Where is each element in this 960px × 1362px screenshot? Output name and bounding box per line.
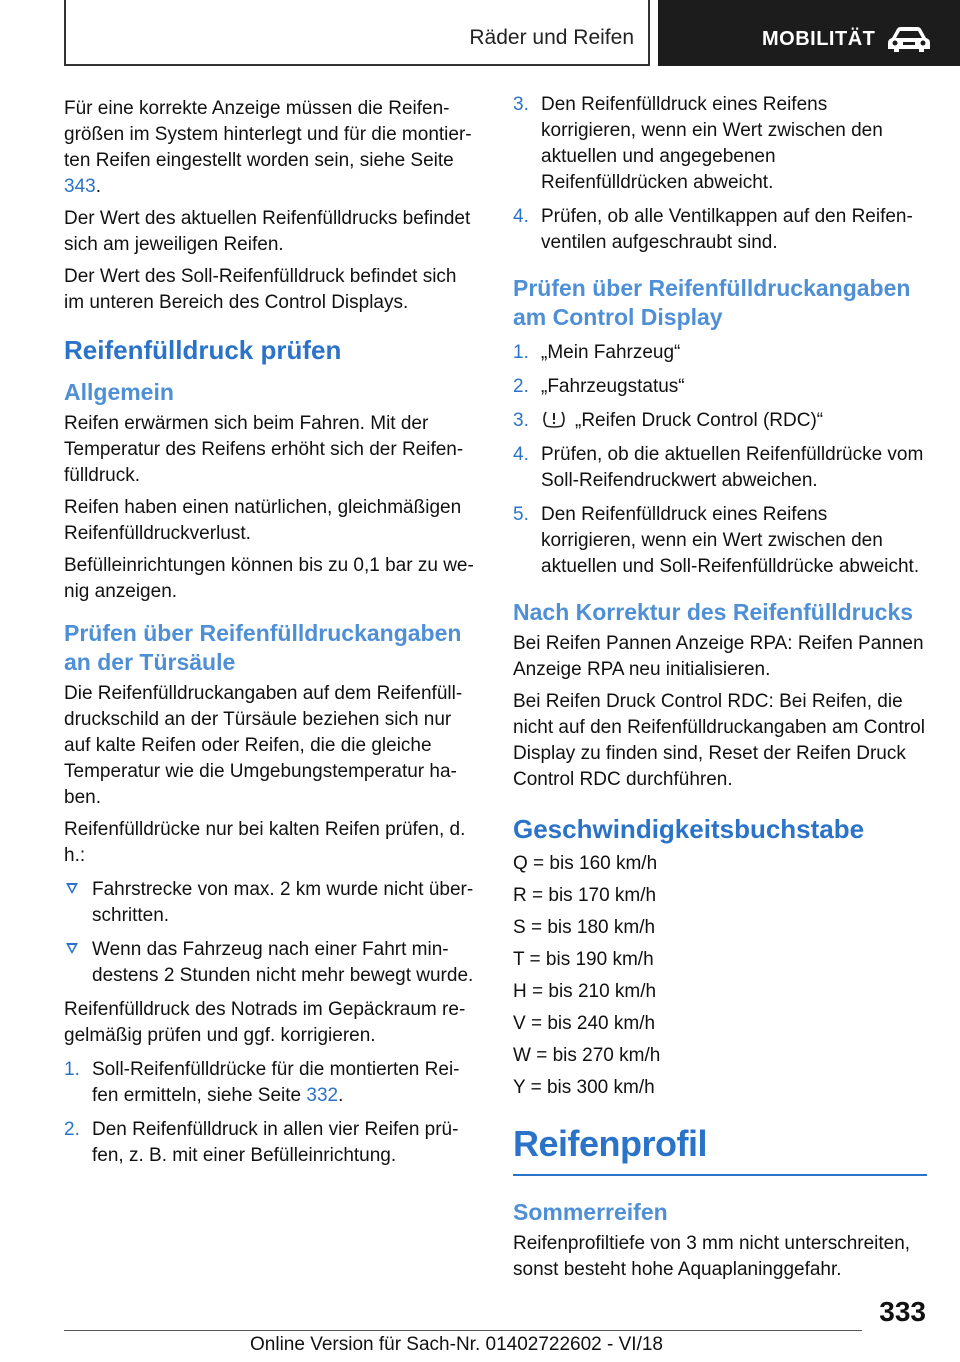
list-item: 2. Den Reifenfülldruck in allen vier Reifen prüfen, z. B. mit einer Befülleinrichtung. bbox=[64, 1119, 459, 1166]
list-item: 2. „Fahrzeugstatus“ bbox=[513, 374, 927, 400]
list-item: 5. Den Reifenfülldruck eines Reifens korrigieren, wenn ein Wert zwischen den aktuellen und Soll-Reifenfülldrücke abweicht. bbox=[513, 504, 920, 577]
step-number: 2. bbox=[64, 1119, 80, 1140]
tire-pressure-icon bbox=[541, 409, 567, 429]
paragraph: Reifen erwärmen sich beim Fahren. Mit der Temperatur des Reifens erhöht sich der Reifenfülldruck. bbox=[64, 413, 464, 486]
heading-speed-letter: Geschwindigkeitsbuchstabe bbox=[513, 814, 865, 844]
divider bbox=[513, 1174, 927, 1176]
chapter-title: MOBILITÄT bbox=[762, 28, 876, 50]
heading-check-pressure: Reifenfülldruck prüfen bbox=[64, 335, 342, 365]
heading-general: Allgemein bbox=[64, 379, 174, 405]
page-link-343[interactable]: 343 bbox=[64, 176, 96, 197]
step-number: 4. bbox=[513, 206, 529, 227]
list-item: 3. „Reifen Druck Control (RDC)“ bbox=[513, 408, 927, 434]
list-item: Fahrstrecke von max. 2 km wurde nicht überschritten. bbox=[64, 877, 478, 929]
list-item: Wenn das Fahrzeug nach einer Fahrt mindestens 2 Stunden nicht mehr bewegt wurde. bbox=[64, 937, 478, 989]
paragraph: Reifenfülldrücke nur bei kalten Reifen prüfen, d. h.: bbox=[64, 819, 466, 866]
right-column bbox=[513, 92, 927, 1289]
paragraph: Der Wert des aktuellen Reifenfülldrucks befindet sich am jeweiligen Reifen. bbox=[64, 208, 471, 255]
heading-door-pillar: Prüfen über Reifenfülldruckangaben an der Türsäule bbox=[64, 620, 462, 675]
paragraph: Reifen haben einen natürlichen, gleichmäßigen Reifenfülldruckverlust. bbox=[64, 497, 462, 544]
header-section-box bbox=[64, 0, 650, 66]
heading-summer-tires: Sommerreifen bbox=[513, 1199, 668, 1225]
paragraph: Befülleinrichtungen können bis zu 0,1 bar zu wenig anzeigen. bbox=[64, 555, 474, 602]
speed-item: R = bis 170 km/h bbox=[513, 885, 657, 906]
speed-item: H = bis 210 km/h bbox=[513, 981, 657, 1002]
step-number: 1. bbox=[64, 1059, 80, 1080]
list-item: 4. Prüfen, ob die aktuellen Reifenfülldrücke vom Soll-Reifendruckwert abweichen. bbox=[513, 444, 924, 491]
footer-divider bbox=[64, 1330, 862, 1331]
triangle-bullet-icon bbox=[66, 943, 78, 954]
step-number: 3. bbox=[513, 94, 529, 115]
list-item: 1. „Mein Fahrzeug“ bbox=[513, 340, 927, 366]
heading-tread-profile: Reifenprofil bbox=[513, 1123, 708, 1164]
step-number: 3. bbox=[513, 410, 529, 431]
heading-after-correction: Nach Korrektur des Reifenfülldrucks bbox=[513, 599, 914, 625]
speed-item: V = bis 240 km/h bbox=[513, 1013, 656, 1034]
speed-item: Q = bis 160 km/h bbox=[513, 853, 658, 874]
speed-list bbox=[513, 851, 927, 1100]
speed-item: S = bis 180 km/h bbox=[513, 917, 656, 938]
speed-item: W = bis 270 km/h bbox=[513, 1045, 661, 1066]
page-link-332[interactable]: 332 bbox=[306, 1085, 339, 1106]
footer-text: Online Version für Sach-Nr. 01402722602 - VI/18 bbox=[250, 1334, 663, 1355]
left-column bbox=[64, 96, 478, 1177]
list-item: 1. Soll-Reifenfülldrücke für die montierten Reifen ermitteln, siehe Seite 332. bbox=[64, 1059, 460, 1106]
paragraph: Die Reifenfülldruckangaben auf dem Reifenfülldruckschild an der Türsäule beziehen sich nur auf kalte Reifen oder Reifen, die die gleiche Temperatur wie die Umgebungstemperatur haben. bbox=[64, 683, 463, 808]
car-icon bbox=[886, 24, 932, 54]
speed-item: T = bis 190 km/h bbox=[513, 949, 654, 970]
triangle-bullet-icon bbox=[66, 883, 78, 894]
paragraph: Bei Reifen Druck Control RDC: Bei Reifen, die nicht auf den Reifenfülldruckangaben am Control Display zu finden sind, Reset der Reifen Druck Control RDC durchführen. bbox=[513, 691, 925, 790]
intro-paragraph: Für eine korrekte Anzeige müssen die Reifengrößen im System hinterlegt und für die montierten Reifen eingestellt worden sein, siehe Seite 343. bbox=[64, 98, 472, 197]
header-chapter-box bbox=[658, 0, 960, 66]
heading-control-display: Prüfen über Reifenfülldruckangaben am Control Display bbox=[513, 275, 911, 330]
speed-item: Y = bis 300 km/h bbox=[513, 1077, 655, 1098]
paragraph: Bei Reifen Pannen Anzeige RPA: Reifen Pannen Anzeige RPA neu initialisieren. bbox=[513, 633, 924, 680]
list-item: 4. Prüfen, ob alle Ventilkappen auf den Reifenventilen aufgeschraubt sind. bbox=[513, 206, 913, 253]
step-number: 2. bbox=[513, 376, 529, 397]
paragraph: Reifenfülldruck des Notrads im Gepäckraum regelmäßig prüfen und ggf. korrigieren. bbox=[64, 999, 466, 1046]
paragraph: Reifenprofiltiefe von 3 mm nicht unterschreiten, sonst besteht hohe Aquaplaninggefahr. bbox=[513, 1233, 911, 1280]
paragraph: Der Wert des Soll-Reifenfülldruck befindet sich im unteren Bereich des Control Displays. bbox=[64, 266, 457, 313]
step-number: 1. bbox=[513, 342, 529, 363]
step-number: 5. bbox=[513, 504, 529, 525]
step-number: 4. bbox=[513, 444, 529, 465]
page-number: 333 bbox=[879, 1296, 926, 1327]
section-title: Räder und Reifen bbox=[469, 26, 634, 49]
list-item: 3. Den Reifenfülldruck eines Reifens korrigieren, wenn ein Wert zwischen den aktuellen und angegebenen Reifenfülldrücken abweicht. bbox=[513, 94, 883, 193]
